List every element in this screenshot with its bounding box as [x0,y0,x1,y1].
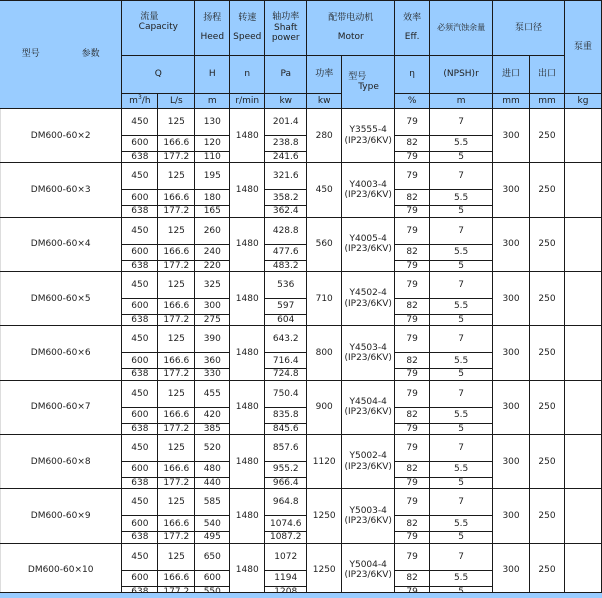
efficiency-cell: 79 [395,109,430,136]
motor-type-header [342,56,395,109]
unit-m: m [195,94,230,109]
motor-power-cell: 1250 [307,543,342,597]
flow-m3h-cell: 600 [122,462,158,478]
npsh-cell: 5.5 [430,353,493,369]
shaft-power-cell: 597 [265,299,307,315]
param-label: 参数 [81,49,100,60]
table-row [0,543,602,570]
model-label: 型号 [21,49,40,60]
weight-cell [564,272,601,326]
motor-type-line2: (IP23/6KV) [344,353,392,364]
flow-ls-cell: 177.2 [158,478,195,489]
weight-cell [564,326,601,380]
npsh-cell: 5.5 [430,244,493,260]
shaft-power-cell: 483.2 [265,260,307,271]
inlet-cell: 300 [493,489,530,543]
motor-type-cell [342,543,395,597]
flow-m3h-cell: 600 [122,570,158,586]
head-cell: 220 [195,260,230,271]
flow-m3h-cell: 450 [122,380,158,407]
unit-out-mm: mm [530,94,565,109]
efficiency-cell: 79 [395,152,430,163]
motor-power-cell: 900 [307,380,342,434]
shaft-power-cell: 724.8 [265,369,307,380]
unit-kg: kg [564,94,601,109]
motor-power-cell: 450 [307,163,342,217]
flow-m3h-cell: 600 [122,516,158,532]
bore-header [493,1,565,56]
shaft-power-cell: 536 [265,272,307,299]
shaft-power-cell: 845.6 [265,423,307,434]
flow-m3h-cell: 638 [122,423,158,434]
flow-m3h-cell: 600 [122,299,158,315]
unit-rpm: r/min [230,94,265,109]
efficiency-cell: 82 [395,570,430,586]
speed-cell: 1480 [230,163,265,217]
flow-m3h-cell: 450 [122,272,158,299]
npsh-cell: 7 [430,272,493,299]
shaft-power-cell: 966.4 [265,478,307,489]
shaft-en2: power [271,33,300,44]
flow-ls-cell: 177.2 [158,369,195,380]
motor-header [307,1,395,56]
npsh-cell: 7 [430,489,493,516]
eff-en: Eff. [404,32,420,42]
flow-ls-cell: 166.6 [158,190,195,206]
npsh-cell: 7 [430,163,493,190]
flow-ls-cell: 177.2 [158,532,195,543]
shaft-power-cell: 604 [265,315,307,326]
efficiency-cell: 82 [395,353,430,369]
shaft-power-cell: 835.8 [265,407,307,423]
flow-m3h-cell: 600 [122,190,158,206]
flow-m3h-cell: 450 [122,326,158,353]
outlet-cell: 250 [530,380,565,434]
speed-cell: 1480 [230,380,265,434]
flow-m3h-cell: 450 [122,435,158,462]
npsh-cell: 5.5 [430,190,493,206]
unit-in-mm: mm [493,94,530,109]
efficiency-cell: 79 [395,423,430,434]
shaft-power-cell: 241.6 [265,152,307,163]
speed-cn: 转速 [238,12,257,23]
head-cell: 165 [195,206,230,217]
motor-type-line2: (IP23/6KV) [344,298,392,309]
outlet-cell: 250 [530,326,565,380]
flow-ls-cell: 166.6 [158,299,195,315]
efficiency-cell: 79 [395,489,430,516]
model-cell: DM600-60×5 [0,272,122,326]
speed-cell: 1480 [230,326,265,380]
flow-ls-cell: 125 [158,217,195,244]
outlet-cell: 250 [530,163,565,217]
weight-cell [564,163,601,217]
motor-type-line1: Y5004-4 [349,560,387,571]
flow-m3h-cell: 450 [122,543,158,570]
head-cell: 520 [195,435,230,462]
efficiency-cell: 82 [395,136,430,152]
head-cell: 495 [195,532,230,543]
npsh-cell: 5 [430,532,493,543]
inlet-cell: 300 [493,543,530,597]
weight-cell [564,109,601,163]
motor-type-cn: 型号 [348,71,367,82]
npsh-cell: 5 [430,206,493,217]
unit-motor-kw: kw [307,94,342,109]
flow-m3h-cell: 450 [122,217,158,244]
motor-type-line1: Y4005-4 [349,234,387,245]
shaft-power-cell: 238.8 [265,136,307,152]
efficiency-header [395,1,430,56]
speed-en: Speed [233,32,262,42]
speed-cell: 1480 [230,272,265,326]
efficiency-cell: 79 [395,380,430,407]
flow-ls-cell: 166.6 [158,462,195,478]
flow-m3h-cell: 600 [122,353,158,369]
outlet-cn: 出口 [530,56,565,94]
model-cell: DM600-60×2 [0,109,122,163]
inlet-cell: 300 [493,163,530,217]
npsh-cn: 必须汽蚀余量 [437,23,486,33]
flow-m3h-cell: 450 [122,109,158,136]
head-cell: 300 [195,299,230,315]
flow-ls-cell: 166.6 [158,516,195,532]
head-cell: 480 [195,462,230,478]
head-cell: 260 [195,217,230,244]
head-cell: 385 [195,423,230,434]
flow-m3h-cell: 450 [122,163,158,190]
shaft-power-cell: 643.2 [265,326,307,353]
speed-cell: 1480 [230,489,265,543]
motor-power-cell: 800 [307,326,342,380]
motor-type-cell [342,380,395,434]
inlet-cell: 300 [493,435,530,489]
npsh-cell: 5 [430,260,493,271]
head-cell: 540 [195,516,230,532]
model-cell: DM600-60×10 [0,543,122,597]
motor-cn: 配带电动机 [328,12,374,23]
model-cell: DM600-60×6 [0,326,122,380]
shaft-power-header [265,1,307,56]
motor-type-line1: Y3555-4 [349,125,387,136]
motor-type-en: Type [358,82,379,92]
motor-type-line2: (IP23/6KV) [344,244,392,255]
npsh-cell: 5.5 [430,407,493,423]
flow-m3h-cell: 638 [122,152,158,163]
sym-pa: Pa [265,56,307,94]
flow-ls-cell: 177.2 [158,260,195,271]
npsh-cell: 7 [430,435,493,462]
flow-ls-cell: 125 [158,272,195,299]
head-cell: 650 [195,543,230,570]
shaft-power-cell: 321.6 [265,163,307,190]
motor-type-line2: (IP23/6KV) [344,461,392,472]
efficiency-cell: 79 [395,260,430,271]
head-cell: 275 [195,315,230,326]
inlet-cell: 300 [493,380,530,434]
motor-type-cell [342,272,395,326]
shaft-power-cell: 362.4 [265,206,307,217]
inlet-cell: 300 [493,326,530,380]
inlet-cn: 进口 [493,56,530,94]
motor-type-line2: (IP23/6KV) [344,570,392,581]
efficiency-cell: 79 [395,478,430,489]
motor-type-line1: Y4504-4 [349,397,387,408]
motor-type-line2: (IP23/6KV) [344,407,392,418]
flow-ls-cell: 125 [158,109,195,136]
motor-power-cn: 功率 [307,56,342,94]
table-row [0,217,602,244]
head-cell: 360 [195,353,230,369]
weight-header [564,1,601,94]
head-cell: 130 [195,109,230,136]
efficiency-cell: 79 [395,163,430,190]
npsh-cell: 5.5 [430,570,493,586]
outlet-cell: 250 [530,272,565,326]
flow-ls-cell: 177.2 [158,152,195,163]
flow-m3h-cell: 600 [122,136,158,152]
efficiency-cell: 79 [395,532,430,543]
motor-type-cell [342,109,395,163]
npsh-header [430,1,493,56]
head-cell: 180 [195,190,230,206]
efficiency-cell: 79 [395,272,430,299]
sym-npsh: (NPSH)r [430,56,493,94]
table-row [0,489,602,516]
table-row [0,109,602,136]
flow-ls-cell: 177.2 [158,206,195,217]
efficiency-cell: 82 [395,190,430,206]
efficiency-cell: 82 [395,462,430,478]
efficiency-cell: 79 [395,206,430,217]
sym-q: Q [122,56,195,94]
efficiency-cell: 82 [395,299,430,315]
npsh-cell: 7 [430,217,493,244]
npsh-cell: 5.5 [430,299,493,315]
npsh-cell: 7 [430,543,493,570]
flow-m3h-cell: 638 [122,369,158,380]
inlet-cell: 300 [493,272,530,326]
outlet-cell: 250 [530,435,565,489]
sym-n: n [230,56,265,94]
npsh-cell: 5 [430,423,493,434]
npsh-cell: 5 [430,369,493,380]
motor-type-line2: (IP23/6KV) [344,135,392,146]
head-cell: 420 [195,407,230,423]
capacity-cn: 流量 [140,11,159,22]
efficiency-cell: 79 [395,326,430,353]
inlet-cell: 300 [493,217,530,271]
flow-ls-cell: 125 [158,489,195,516]
efficiency-cell: 79 [395,543,430,570]
shaft-power-cell: 428.8 [265,217,307,244]
shaft-cn: 轴功率 [272,12,300,23]
head-cell: 240 [195,244,230,260]
flow-ls-cell: 125 [158,435,195,462]
efficiency-cell: 79 [395,435,430,462]
model-cell: DM600-60×9 [0,489,122,543]
npsh-cell: 5.5 [430,462,493,478]
sym-h: H [195,56,230,94]
motor-power-cell: 560 [307,217,342,271]
model-cell: DM600-60×4 [0,217,122,271]
flow-m3h-cell: 638 [122,206,158,217]
unit-m3h: $m^3/h$ [122,94,158,109]
npsh-cell: 7 [430,109,493,136]
weight-cell [564,380,601,434]
outlet-cell: 250 [530,489,565,543]
outlet-cell: 250 [530,109,565,163]
motor-power-cell: 710 [307,272,342,326]
shaft-power-cell: 358.2 [265,190,307,206]
weight-cell [564,217,601,271]
head-cell: 195 [195,163,230,190]
shaft-power-cell: 955.2 [265,462,307,478]
speed-cell: 1480 [230,217,265,271]
shaft-power-cell: 477.6 [265,244,307,260]
head-cell: 110 [195,152,230,163]
table-row [0,380,602,407]
motor-type-line1: Y5003-4 [349,505,387,516]
flow-ls-cell: 166.6 [158,244,195,260]
model-cell: DM600-60×3 [0,163,122,217]
weight-cn: 泵重 [573,41,592,52]
shaft-power-cell: 1072 [265,543,307,570]
head-en: Heed [200,32,225,42]
unit-ls: L/s [158,94,195,109]
shaft-power-cell: 964.8 [265,489,307,516]
motor-type-line2: (IP23/6KV) [344,190,392,201]
outlet-cell: 250 [530,217,565,271]
flow-m3h-cell: 638 [122,478,158,489]
shaft-power-cell: 857.6 [265,435,307,462]
npsh-cell: 5.5 [430,516,493,532]
motor-type-cell [342,326,395,380]
table-row [0,435,602,462]
efficiency-cell: 82 [395,407,430,423]
table-row [0,326,602,353]
head-cell: 455 [195,380,230,407]
head-cell: 120 [195,136,230,152]
motor-en: Motor [337,32,364,42]
flow-m3h-cell: 638 [122,260,158,271]
flow-ls-cell: 177.2 [158,315,195,326]
efficiency-cell: 79 [395,217,430,244]
shaft-power-cell: 750.4 [265,380,307,407]
efficiency-cell: 79 [395,369,430,380]
unit-kw: kw [265,94,307,109]
table-row [0,272,602,299]
eff-cn: 效率 [403,12,422,23]
flow-ls-cell: 166.6 [158,353,195,369]
efficiency-cell: 82 [395,244,430,260]
motor-type-cell [342,489,395,543]
flow-ls-cell: 125 [158,380,195,407]
npsh-cell: 7 [430,326,493,353]
bottom-bar [0,592,602,598]
capacity-en: Capacity [138,22,178,32]
model-cell: DM600-60×7 [0,380,122,434]
motor-type-line1: Y4503-4 [349,342,387,353]
motor-power-cell: 280 [307,109,342,163]
shaft-power-cell: 1074.6 [265,516,307,532]
npsh-cell: 5 [430,478,493,489]
shaft-power-cell: 716.4 [265,353,307,369]
speed-cell: 1480 [230,435,265,489]
speed-cell: 1480 [230,109,265,163]
flow-ls-cell: 166.6 [158,136,195,152]
flow-ls-cell: 166.6 [158,570,195,586]
head-cell: 585 [195,489,230,516]
flow-m3h-cell: 600 [122,244,158,260]
head-header [195,1,230,56]
efficiency-cell: 79 [395,315,430,326]
flow-m3h-cell: 638 [122,532,158,543]
flow-ls-cell: 125 [158,543,195,570]
npsh-cell: 5 [430,152,493,163]
model-param-header [0,1,122,109]
head-cell: 440 [195,478,230,489]
shaft-power-cell: 1087.2 [265,532,307,543]
flow-m3h-cell: 638 [122,315,158,326]
head-cell: 390 [195,326,230,353]
head-cell: 330 [195,369,230,380]
motor-type-line1: Y4502-4 [349,288,387,299]
motor-type-cell [342,435,395,489]
weight-cell [564,543,601,597]
outlet-cell: 250 [530,543,565,597]
table-row [0,163,602,190]
npsh-cell: 7 [430,380,493,407]
motor-type-cell [342,217,395,271]
motor-type-line2: (IP23/6KV) [344,516,392,527]
flow-m3h-cell: 450 [122,489,158,516]
head-cell: 600 [195,570,230,586]
sym-eta: η [395,56,430,94]
head-cell: 325 [195,272,230,299]
speed-cell: 1480 [230,543,265,597]
capacity-header [122,1,195,56]
flow-ls-cell: 125 [158,326,195,353]
flow-ls-cell: 177.2 [158,423,195,434]
model-cell: DM600-60×8 [0,435,122,489]
bore-cn: 泵口径 [515,22,543,33]
head-cn: 扬程 [203,12,222,23]
npsh-cell: 5 [430,315,493,326]
motor-power-cell: 1250 [307,489,342,543]
shaft-power-cell: 201.4 [265,109,307,136]
flow-ls-cell: 166.6 [158,407,195,423]
unit-npsh-m: m [430,94,493,109]
motor-type-line1: Y4003-4 [349,179,387,190]
flow-m3h-cell: 600 [122,407,158,423]
inlet-cell: 300 [493,109,530,163]
shaft-power-cell: 1194 [265,570,307,586]
weight-cell [564,435,601,489]
npsh-cell: 5.5 [430,136,493,152]
unit-pct: % [395,94,430,109]
flow-ls-cell: 125 [158,163,195,190]
efficiency-cell: 82 [395,516,430,532]
weight-cell [564,489,601,543]
motor-power-cell: 1120 [307,435,342,489]
shaft-en1: Shaft [273,22,298,33]
speed-header [230,1,265,56]
motor-type-line1: Y5002-4 [349,451,387,462]
motor-type-cell [342,163,395,217]
